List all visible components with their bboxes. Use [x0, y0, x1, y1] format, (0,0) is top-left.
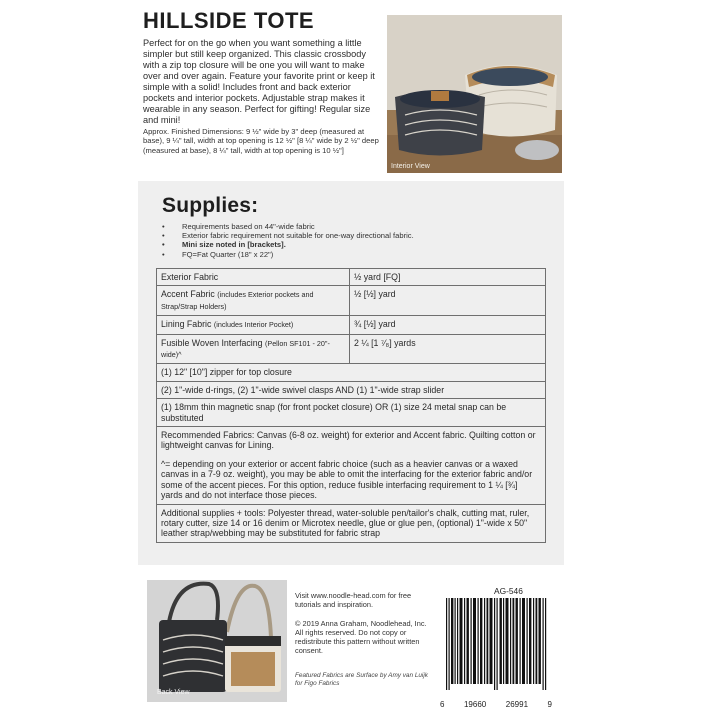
table-row: [157, 334, 546, 364]
table-row: [157, 427, 546, 504]
barcode-number: [440, 700, 552, 709]
back-view-illustration: [147, 580, 287, 702]
supplies-table: [156, 268, 546, 543]
supply-name: Fusible Woven Interfacing (Pellon SF101 - 20"-wide)^: [157, 334, 350, 364]
pattern-description: Perfect for on the go when you want something a little simpler but still keep organized. This classic crossbody with a zip top closure will be one you will want to make over and over again. Feature your favorite print or keep it simple with a solid! Includes front and back exterior pockets and interior pockets. Adjustable strap makes it wearable in any season. Perfect for gifting! Regular size and mini!: [143, 38, 375, 125]
supply-name: Exterior Fabric: [157, 269, 350, 286]
table-row: [157, 399, 546, 427]
supplies-note: • FQ=Fat Quarter (18" x 22"): [162, 250, 414, 259]
pattern-title: HILLSIDE TOTE: [143, 8, 315, 33]
barcode-image: [440, 598, 552, 690]
additional-supplies: Additional supplies + tools: Polyester thread, water-soluble pen/tailor's chalk, cutting mat, ruler, rotary cutter, size 14 or 16 denim or Microtex needle, glue or glue pen, (optional) 1"-wide x 50" leather strap/webbing may be substituted for fabric strap: [157, 504, 546, 542]
supplies-note: • Requirements based on 44"-wide fabric: [162, 222, 414, 231]
supply-note: (includes Interior Pocket): [213, 320, 294, 330]
zipper-requirement: (1) 12" [10"] zipper for top closure: [157, 364, 546, 381]
back-view-photo: [147, 580, 287, 702]
supplies-note: • Exterior fabric requirement not suitable for one-way directional fabric.: [162, 231, 414, 240]
table-row: [157, 364, 546, 381]
website-note: Visit www.noodle-head.com for free tutorials and inspiration.: [295, 591, 412, 609]
supply-quantity: 2 ¼ [1 ⁷⁄₈] yards: [350, 334, 546, 364]
featured-fabrics-note: Featured Fabrics are Surface by Amy van Luijk for Figo Fabrics: [295, 672, 428, 687]
interior-view-caption: Interior View: [391, 163, 430, 170]
interior-view-photo: [387, 15, 562, 173]
interior-view-illustration: [387, 15, 562, 173]
supply-quantity: ¾ [½] yard: [350, 316, 546, 334]
table-row: [157, 269, 546, 286]
supply-quantity: ½ yard [FQ]: [350, 269, 546, 286]
snap-requirement: (1) 18mm thin magnetic snap (for front pocket closure) OR (1) size 24 metal snap can be substituted: [157, 399, 546, 427]
supply-quantity: ½ [½] yard: [350, 286, 546, 316]
recommended-fabrics-text: Recommended Fabrics: Canvas (6-8 oz. weight) for exterior and Accent fabric. Quilting cotton or lightweight canvas for Lining.: [161, 430, 536, 451]
supplies-note: • Mini size noted in [brackets].: [162, 240, 414, 249]
barcode-digit: 26991: [505, 700, 529, 709]
supplies-notes: [162, 222, 414, 259]
supply-note: (includes Exterior pockets and Strap/Strap Holders): [161, 290, 314, 311]
interfacing-note: ^= depending on your exterior or accent fabric choice (such as a heavier canvas or a waxed canvas in a 7-9 oz. weight), you may be able to omit the interfacing for the exterior fabric and/or some of the accent pieces. For this option, reduce fusible interfacing requirement to 1 ¼ [¾] yards and do not interface those pieces.: [161, 458, 533, 501]
copyright-notice: © 2019 Anna Graham, Noodlehead, Inc. All rights reserved. Do not copy or redistribute this pattern without written consent.: [295, 619, 427, 655]
finished-dimensions: Approx. Finished Dimensions: 9 ½" wide by 3" deep (measured at base), 9 ¼" tall, width at top opening is 12 ½" [8 ¼" wide by 2 ½" deep (measured at base), 8 ¼" tall, width at top opening is 10 ½"]: [143, 127, 379, 155]
table-row: [157, 504, 546, 542]
table-row: [157, 316, 546, 334]
hardware-requirement: (2) 1"-wide d-rings, (2) 1"-wide swivel clasps AND (1) 1"-wide strap slider: [157, 381, 546, 398]
barcode-digit: 19660: [463, 700, 487, 709]
supply-name: Lining Fabric (includes Interior Pocket): [157, 316, 350, 334]
back-view-caption: Back View: [157, 689, 190, 696]
product-code: AG-546: [494, 586, 523, 596]
barcode-digit: 9: [547, 700, 552, 709]
supplies-heading: Supplies:: [162, 194, 259, 217]
supply-note: (Pellon SF101 - 20"-wide)^: [161, 338, 330, 360]
recommended-fabrics: [157, 427, 546, 504]
barcode-digit: 6: [440, 700, 445, 709]
table-row: [157, 286, 546, 316]
table-row: [157, 381, 546, 398]
supply-name: Accent Fabric (includes Exterior pockets and Strap/Strap Holders): [157, 286, 350, 316]
